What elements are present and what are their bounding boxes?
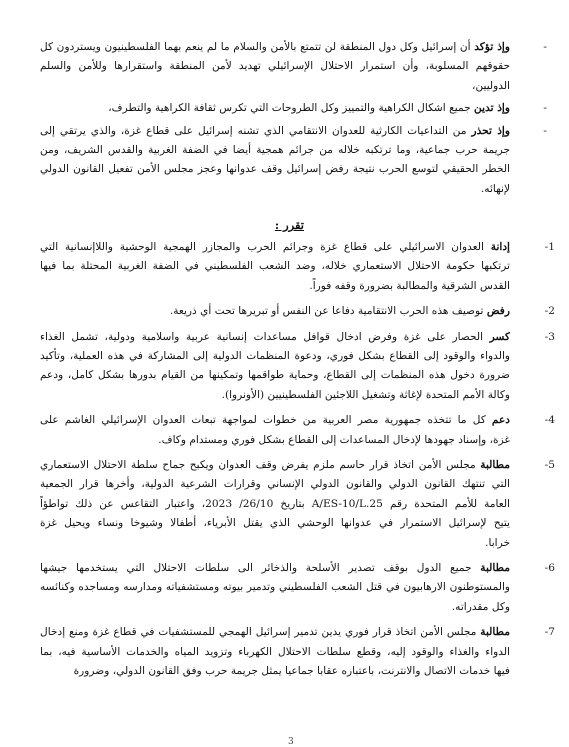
paragraph (40, 456, 510, 553)
bullet-dash: - (543, 101, 547, 115)
line-text: والمستوطنون الارهابيون في قتل الشعب الفلسطيني وتدمير بيوته ومستشفياته ومدارسه ومساجده وكنائسه (40, 581, 510, 594)
line-text: غزة، وإسناد جهودها لإدخال المساعدات إلى القطاع بشكل فوري ومستدام وكاف. (158, 433, 510, 446)
item-number: -7 (544, 626, 555, 639)
line-text: الحصار على غزة وفرض ادخال قوافل مساعدات إنسانية عربية واسلامية ودولية، تشمل الغذاء (40, 330, 484, 343)
line-text: يتيح لإسرائيل الاستمرار في عدوانها الوحشي الذي يقتل الأبرياء، أطفالا وشيوخا ونساء ويحيل غزة (40, 517, 510, 530)
line-text: ترتكبها حكومة الاحتلال الاستعماري خلاله، وضد الشعب الفلسطيني في الضفة الغربية المحتلة بما فيها (40, 260, 510, 273)
paragraph-line (40, 431, 510, 450)
paragraph (40, 328, 510, 406)
paragraph-line (40, 578, 510, 597)
line-text: مجلس الأمن اتخاذ قرار حاسم ملزم يفرض وقف العدوان ويكبح جماح سلطة الاحتلال الاستعماري (40, 459, 476, 471)
line-text: وكل مقدراته. (451, 600, 510, 613)
paragraph (40, 559, 510, 617)
line-text: جميع الدول بوقف تصدير الأسلحة والذخائر الى سلطات الاحتلال التي يستخدمها جيشها (40, 562, 472, 574)
paragraph-line (40, 495, 510, 514)
paragraph-line (40, 38, 510, 57)
item-number: -4 (544, 414, 555, 427)
page-number: 3 (288, 737, 294, 747)
line-text: العامة للأمم المتحدة رقم A/ES-10/L.25 بتاريخ 26/10/ 2023، واعتبار التقاعس عن ذلك تواطؤاً (40, 497, 510, 510)
paragraph-lead: وإذ تدين (474, 102, 510, 115)
paragraph-line (40, 238, 510, 257)
paragraph-line (40, 141, 510, 160)
line-text: والدواء والوقود إلى القطاع بشكل فوري، ودعوة المنظمات الدولية إلى المشاركة في هذه العملية، وتأكيد (40, 350, 510, 362)
paragraph-line (40, 328, 510, 347)
item-number: -5 (544, 459, 555, 471)
line-text: أن إسرائيل وكل دول المنطقة لن تتمتع بالأمن والسلام ما لم ينعم بهما الفلسطينيون ويستردون كل (40, 41, 471, 53)
paragraph-lead: مطالبة (480, 626, 510, 639)
line-text: توصيف هذه الحرب الانتقامية دفاعا عن النفس أو تبريرها تحت أي ذريعة. (169, 305, 484, 318)
paragraph-line (40, 623, 510, 642)
paragraph-line (40, 277, 510, 296)
line-text: فيها خدمات الاتصال والانترنت، باعتباره عقابا جماعيا يمثل جريمة حرب وفق القانون الدولي، وضرورة (73, 665, 510, 677)
paragraph-line (40, 514, 510, 533)
item-number: -6 (544, 562, 555, 574)
paragraph (40, 38, 510, 96)
paragraph-line (40, 643, 510, 662)
paragraph (40, 302, 510, 321)
line-text: من التداعيات الكارثية للعدوان الانتقامي الذي تشنه إسرائيل على قطاع غزة، والذي يرتقي إلى (40, 124, 467, 137)
bullet-dash: - (543, 123, 547, 137)
paragraph-line (40, 160, 510, 179)
line-text: الدوليين، (472, 79, 510, 92)
line-text: حقوقهم المسلوبة، وأن استمرار الاحتلال الإسرائيلي تهديد لأمن المنطقة واستقرارها وللأمن والسلم (40, 60, 510, 73)
paragraph-line (40, 302, 510, 321)
paragraph (40, 122, 510, 200)
paragraph (40, 623, 510, 681)
paragraph-line (40, 366, 510, 385)
paragraph-line (40, 475, 510, 494)
paragraph-lead: كسر (489, 330, 510, 343)
paragraph-line (40, 180, 510, 199)
paragraph-line (40, 99, 510, 118)
line-text: لإنهائه. (480, 182, 510, 195)
line-text: ضرورة دخول هذه المنظمات إلى القطاع، وحماية طواقمها وتمكينها من القيام بدورها بشكل كامل، ودعم (40, 369, 510, 382)
line-text: مجلس الأمن اتخاذ قرار فوري يدين تدمير إسرائيل الهمجي للمستشفيات في قطاع غزة ومنع إدخال (40, 626, 477, 639)
paragraph-lead: وإذ تؤكد (474, 41, 510, 53)
line-text: الخطر الحقيقي لتوسع الحرب نتيجة رفض إسرائيل وقف عدوانها وعجز مجلس الأمن تفعيل القانون الدولي (40, 163, 510, 176)
paragraph-line (40, 662, 510, 681)
paragraph-line (40, 347, 510, 366)
paragraph-lead: مطالبة (480, 459, 510, 471)
bullet-dash: - (543, 40, 547, 53)
item-number: -2 (544, 305, 555, 318)
paragraph-line (40, 386, 510, 405)
paragraph-line (40, 559, 510, 578)
paragraph-line (40, 456, 510, 475)
paragraph-line (40, 57, 510, 76)
line-text: العدوان الاسرائيلي على قطاع غزة وجرائم الحرب والمجازر الهمجية الوحشية واللاإنسانية التي (40, 241, 484, 253)
item-number: -3 (544, 330, 555, 343)
paragraph-line (40, 257, 510, 276)
paragraph-line (40, 598, 510, 617)
line-text: القدس الشرقية والمطالبة بضرورة وقفه فوراً. (309, 279, 510, 292)
line-text: خرابا. (485, 536, 510, 549)
line-text: الدواء والغذاء والوقود إليه، وقطع سلطات الاحتلال الكهرباء وتزويد المياه والخدمات الأساسية فيه، بما (40, 645, 510, 658)
paragraph-line (40, 411, 510, 430)
paragraph-lead: رفض (486, 305, 510, 318)
paragraph-line (40, 534, 510, 553)
paragraph (40, 411, 510, 450)
line-text: جميع اشكال الكراهية والتمييز وكل الطروحات التي تكرس ثقافة الكراهية والتطرف، (108, 102, 471, 115)
paragraph-lead: إدانة (490, 241, 510, 253)
line-text: جريمة حرب جماعية، وما ترتكبه خلاله من جرائم همجية أيضا في الضفة الغربية والقدس الشريف، ومن (40, 144, 510, 156)
paragraph (40, 238, 510, 296)
line-text: التي تنتهك القانون الدولي والقانون الدولي الإنساني وقرارات الشرعية الدولية، وأخرها قرار الجمعية (40, 478, 510, 491)
paragraph (40, 99, 510, 118)
paragraph-lead: دعم (491, 414, 510, 427)
paragraph-lead: وإذ تحذر (471, 124, 510, 137)
paragraph-line (40, 122, 510, 141)
paragraph-lead: مطالبة (480, 562, 510, 574)
line-text: كل ما تتخذه جمهورية مصر العربية من خطوات لمواجهة تبعات العدوان الإسرائيلي الغاشم على (40, 414, 486, 427)
section-heading: تقرر : (274, 218, 304, 232)
line-text: وكالة الأمم المتحدة لإغاثة وتشغيل اللاجئين الفلسطينيين (الأونروا). (221, 388, 510, 401)
item-number: -1 (544, 241, 555, 253)
paragraph-line (40, 77, 510, 96)
